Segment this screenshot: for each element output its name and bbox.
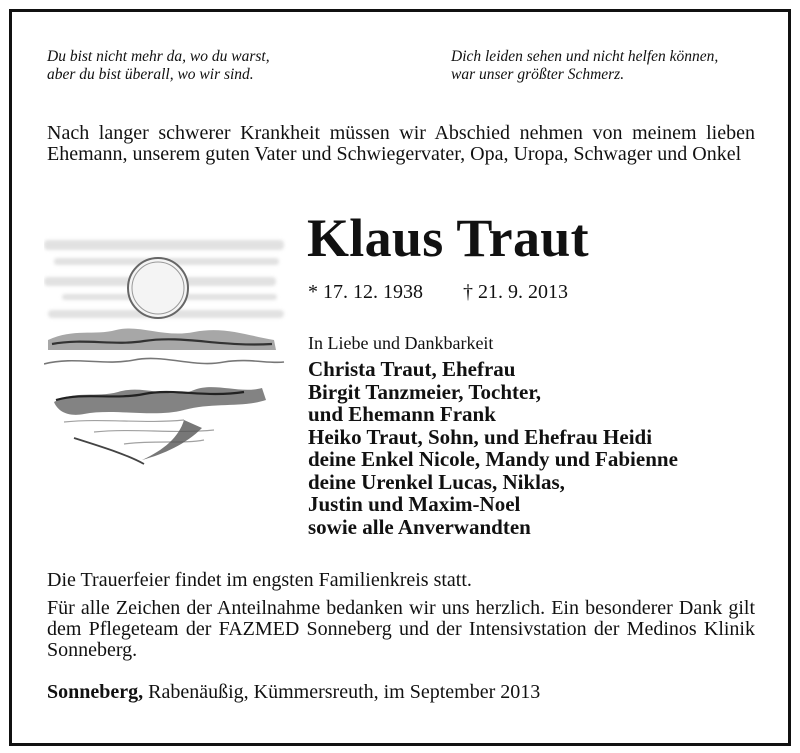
family-member: Heiko Traut, Sohn, und Ehefrau Heidi: [308, 424, 653, 449]
life-dates: [308, 281, 568, 304]
quote-left: [47, 48, 270, 84]
quote-right: [451, 48, 718, 84]
family-member: und Ehemann Frank: [308, 402, 496, 426]
family-member: Christa Traut, Ehefrau: [308, 357, 516, 381]
place-city: Sonneberg,: [47, 681, 144, 703]
place-date-line: [47, 681, 540, 704]
family-member: Justin und Maxim-Noel: [308, 492, 521, 516]
family-member: deine Enkel Nicole, Mandy und Fabienne: [308, 447, 678, 471]
family-member: Birgit Tanzmeier, Tochter,: [308, 379, 541, 404]
quote-line: Dich leiden sehen und nicht helfen können,: [451, 48, 719, 65]
quote-line: aber du bist überall, wo wir sind.: [47, 66, 254, 83]
funeral-note: Die Trauerfeier findet im engsten Familienkreis statt.: [47, 569, 472, 591]
quote-line: Du bist nicht mehr da, wo du warst,: [47, 48, 270, 65]
place-rest: Rabenäußig, Kümmersreuth, im September 2013: [143, 681, 541, 703]
birth-date: * 17. 12. 1938: [308, 281, 423, 303]
sun-over-sea-drawing: [44, 232, 292, 472]
in-love-line: In Liebe und Dankbarkeit: [308, 333, 494, 353]
deceased-name: Klaus Traut: [307, 208, 589, 268]
family-member: sowie alle Anverwandten: [308, 514, 531, 539]
death-date: † 21. 9. 2013: [463, 281, 568, 303]
family-member: deine Urenkel Lucas, Niklas,: [308, 469, 565, 494]
intro-text: Nach langer schwerer Krankheit müssen wir Abschied nehmen von meinem lieben Ehemann, unserem guten Vater und Schwiegervater, Opa, Uropa, Schwager und Onkel: [47, 122, 755, 165]
quote-line: war unser größter Schmerz.: [451, 66, 625, 83]
family-list: [308, 358, 678, 538]
thanks-text: Für alle Zeichen der Anteilnahme bedanken wir uns herzlich. Ein besonderer Dank gilt dem Pflegeteam der FAZMED Sonneberg und der Intensivstation der Medinos Klinik Sonneberg.: [47, 597, 755, 661]
